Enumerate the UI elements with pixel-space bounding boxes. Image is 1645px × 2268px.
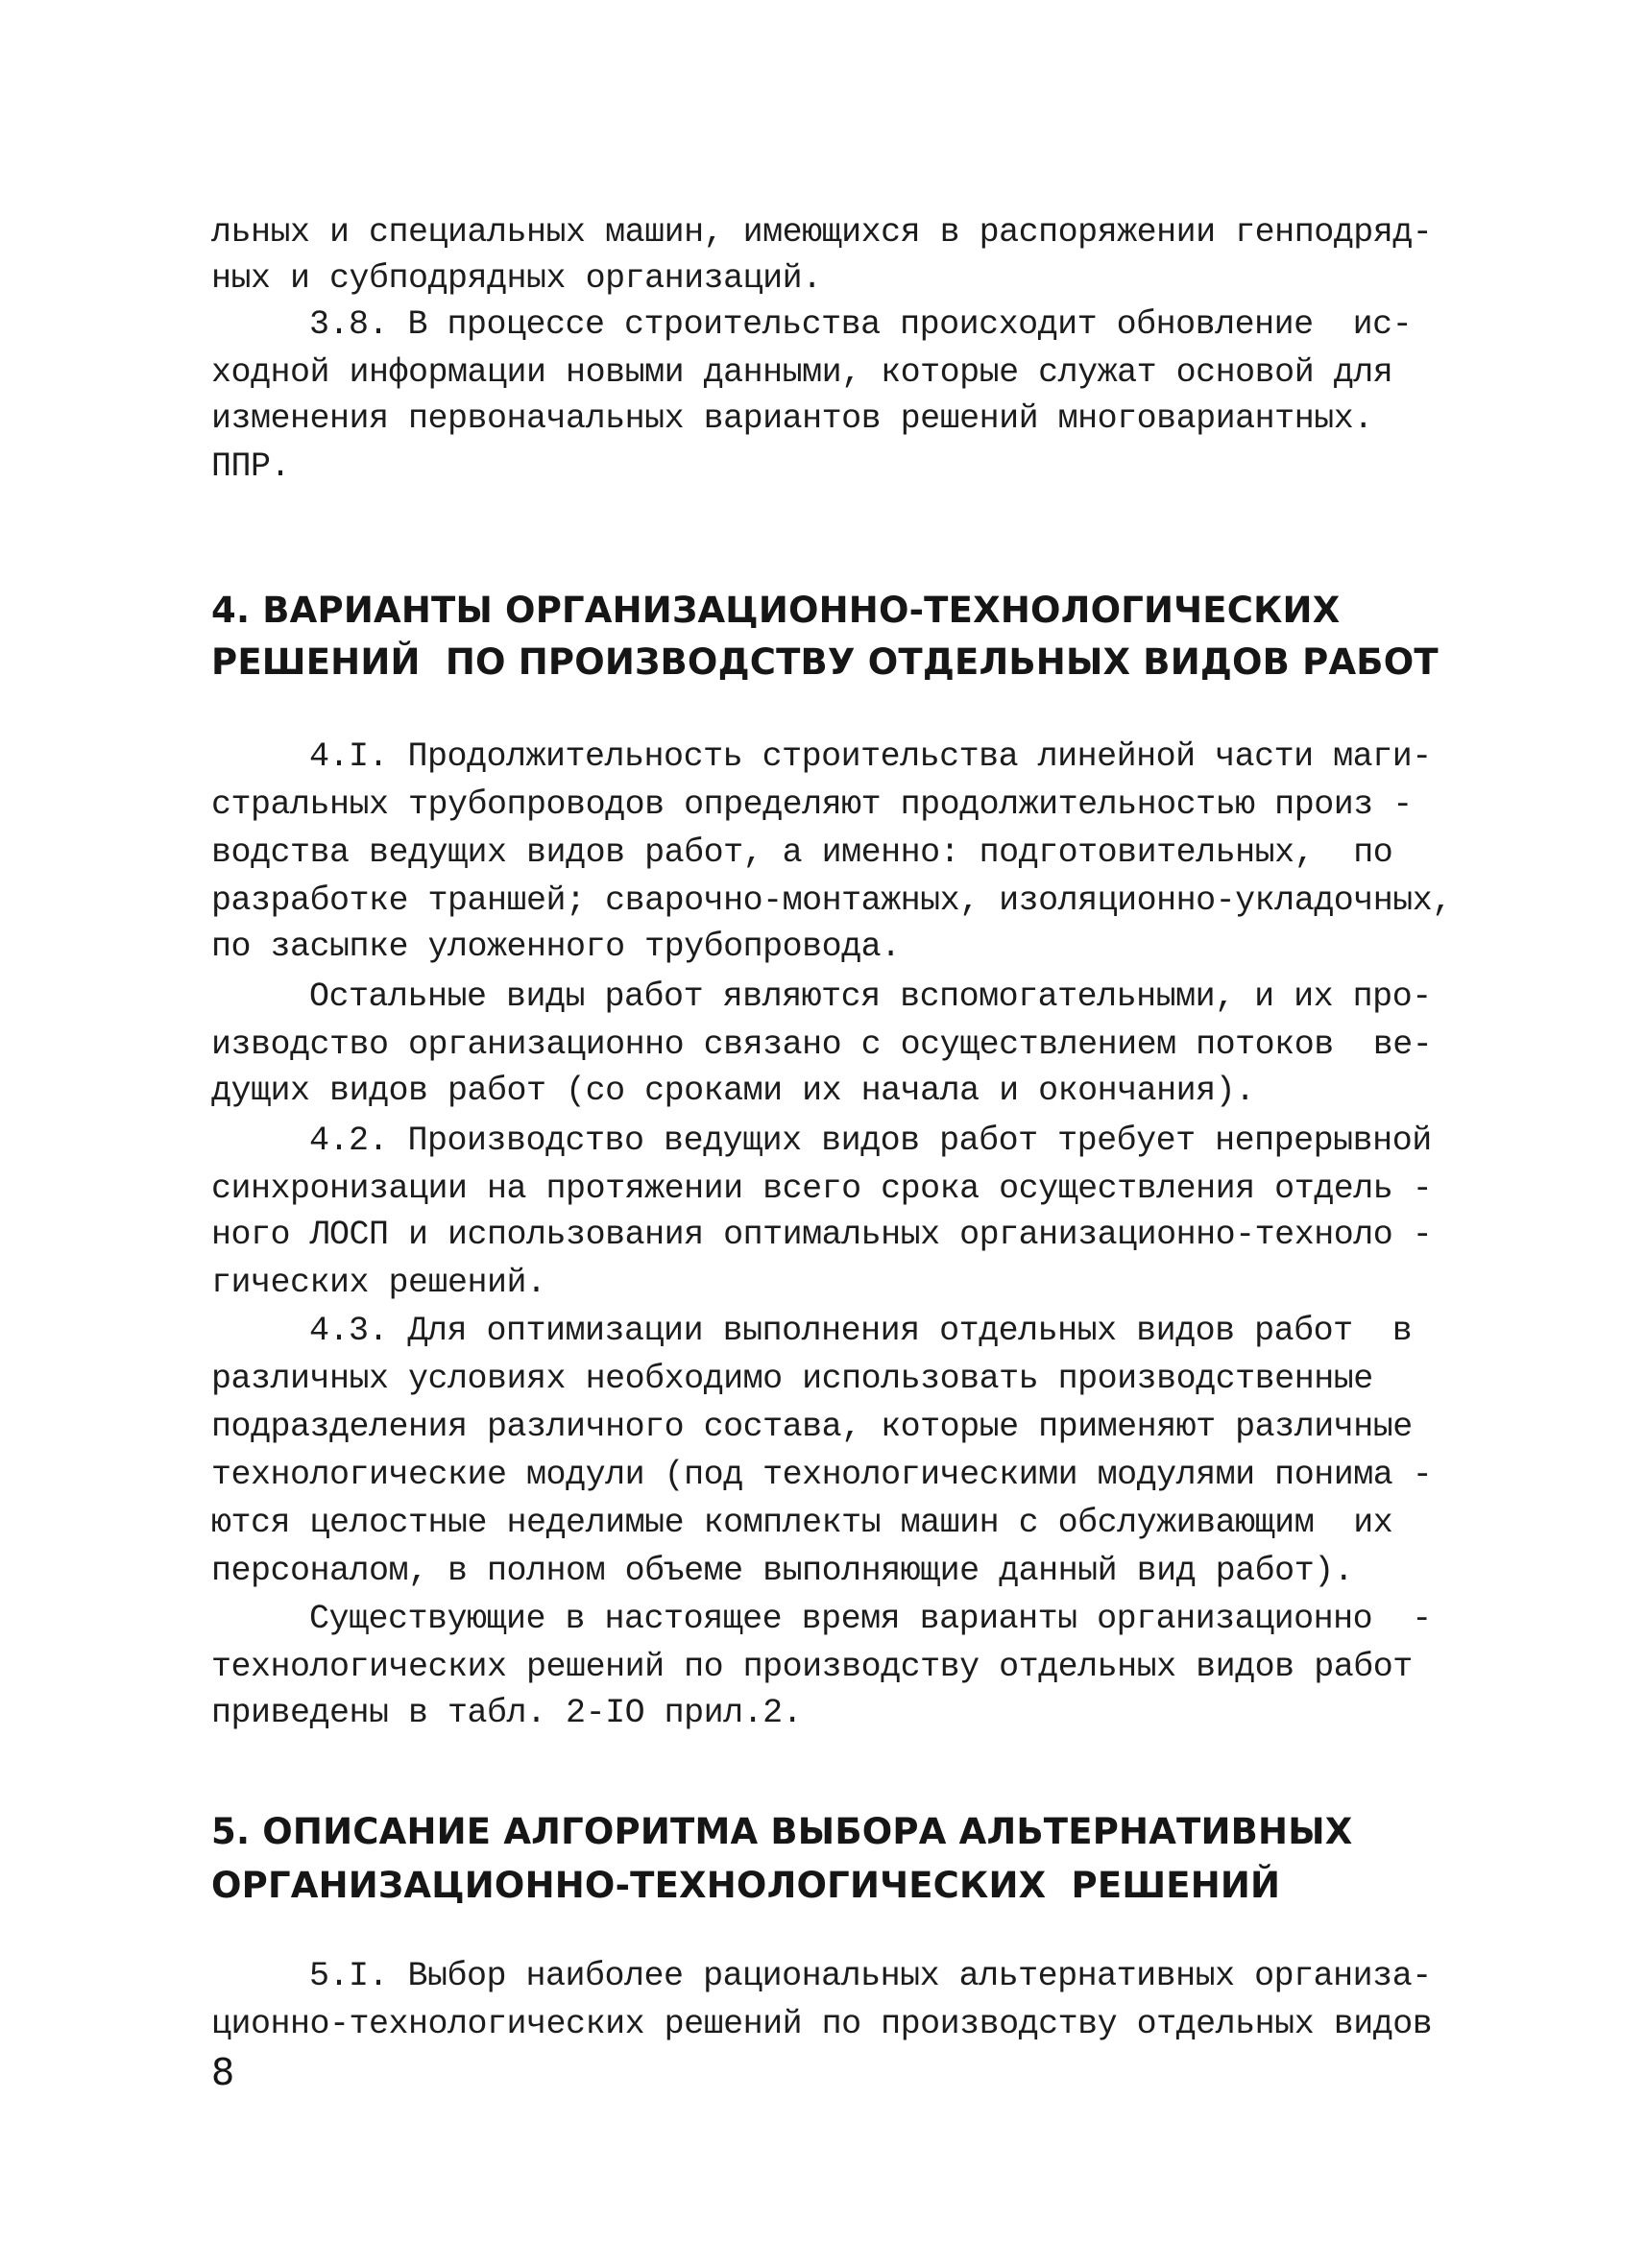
page-number: 8 — [211, 2051, 235, 2093]
paragraph-4-2-start: 4.2. Производство ведущих видов работ требует непрерывной — [309, 1122, 1432, 1160]
text-line: ходной информации новыми данными, которые служат основой для — [211, 353, 1393, 392]
text-line: ются целостные неделимые комплекты машин с обслуживающим их — [211, 1504, 1393, 1542]
text-line: синхронизации на протяжении всего срока осуществления отдель - — [211, 1170, 1433, 1208]
text-line: ного ЛОСП и использования оптимальных организационно-техноло - — [211, 1216, 1433, 1254]
text-line: разработке траншей; сварочно-монтажных, изоляционно-укладочных, — [211, 881, 1452, 920]
paragraph-4-1-start: 4.I. Продолжительность строительства линейной части маги- — [309, 737, 1432, 776]
text-line: изменения первоначальных вариантов решений многовариантных. — [211, 399, 1373, 438]
text-line: ных и субподрядных организаций. — [211, 259, 822, 298]
text-line: технологических решений по производству отдельных видов работ — [211, 1648, 1413, 1686]
text-line: персоналом, в полном объеме выполняющие данный вид работ). — [211, 1552, 1354, 1590]
section-4-heading: РЕШЕНИЙ ПО ПРОИЗВОДСТВУ ОТДЕЛЬНЫХ ВИДОВ РАБОТ — [211, 641, 1439, 683]
paragraph-5-1-start: 5.I. Выбор наиболее рациональных альтернативных организа- — [309, 1957, 1432, 1995]
paragraph-4-3-start: 4.3. Для оптимизации выполнения отдельных видов работ в — [309, 1312, 1413, 1350]
text-line: льных и специальных машин, имеющихся в распоряжении генподряд- — [211, 213, 1433, 252]
text-line: приведены в табл. 2-IO прил.2. — [211, 1694, 803, 1732]
section-4-heading: 4. ВАРИАНТЫ ОРГАНИЗАЦИОННО-ТЕХНОЛОГИЧЕСКИХ — [211, 590, 1341, 631]
section-5-heading: 5. ОПИСАНИЕ АЛГОРИТМА ВЫБОРА АЛЬТЕРНАТИВНЫХ — [211, 1811, 1353, 1852]
text-line: ционно-технологических решений по производству отдельных видов — [211, 2005, 1433, 2043]
paragraph-3-8-start: 3.8. В процессе строительства происходит обновление ис- — [309, 305, 1413, 344]
paragraph-start: Остальные виды работ являются вспомогательными, и их про- — [309, 977, 1432, 1016]
text-line: ППР. — [211, 447, 291, 486]
text-line: технологические модули (под технологическими модулями понима - — [211, 1456, 1433, 1494]
text-line: водства ведущих видов работ, а именно: подготовительных, по — [211, 833, 1393, 872]
text-line: стральных трубопроводов определяют продолжительностью произ - — [211, 785, 1413, 824]
text-line: гических решений. — [211, 1264, 546, 1302]
section-5-heading: ОРГАНИЗАЦИОННО-ТЕХНОЛОГИЧЕСКИХ РЕШЕНИЙ — [211, 1865, 1281, 1906]
text-line: изводство организационно связано с осуществлением потоков ве- — [211, 1025, 1433, 1064]
text-line: различных условиях необходимо использовать производственные — [211, 1360, 1373, 1398]
text-line: подразделения различного состава, которые применяют различные — [211, 1408, 1413, 1446]
paragraph-start: Существующие в настоящее время варианты организационно - — [309, 1600, 1432, 1638]
text-line: дущих видов работ (со сроками их начала и окончания). — [211, 1072, 1255, 1110]
text-line: по засыпке уложенного трубопровода. — [211, 928, 901, 966]
